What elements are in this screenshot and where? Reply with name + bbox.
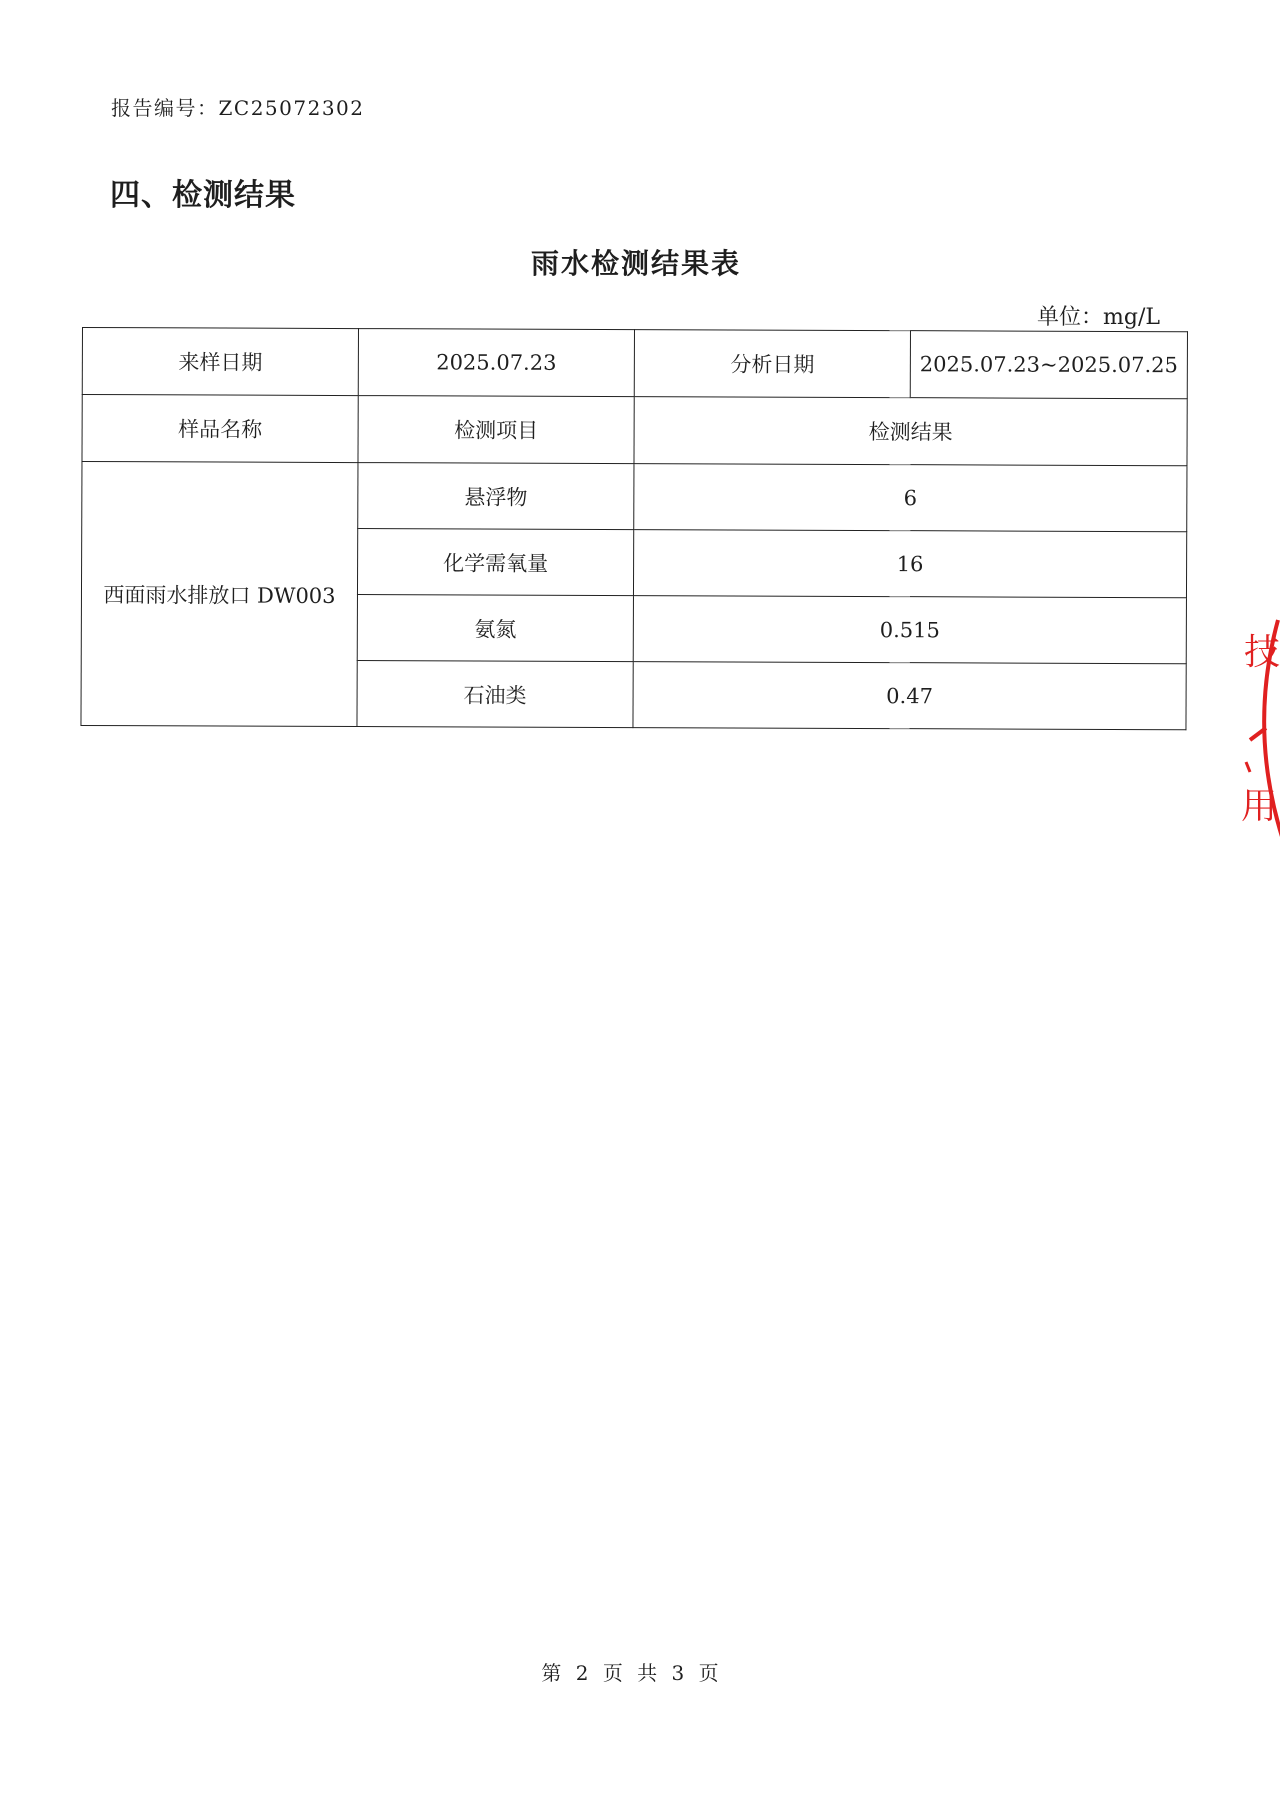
result-cell: 0.47 bbox=[633, 662, 1186, 730]
seal-char-2: 用 bbox=[1241, 786, 1278, 827]
item-cell: 化学需氧量 bbox=[357, 529, 633, 596]
page-footer: 第 2 页 共 3 页 bbox=[541, 1661, 723, 1685]
red-seal-stamp bbox=[1238, 600, 1280, 860]
result-cell: 0.515 bbox=[633, 596, 1186, 664]
table-row-headers bbox=[82, 395, 1187, 466]
sample-name-cell: 西面雨水排放口 DW003 bbox=[81, 462, 358, 727]
sample-name-header: 样品名称 bbox=[82, 395, 358, 463]
unit-label: 单位：mg/L bbox=[1037, 305, 1160, 330]
table-title: 雨水检测结果表 bbox=[530, 247, 741, 280]
sampling-date-label: 来样日期 bbox=[82, 328, 358, 396]
table-row-dates bbox=[82, 328, 1187, 399]
analysis-date-label: 分析日期 bbox=[634, 330, 910, 398]
result-cell: 6 bbox=[634, 464, 1187, 532]
sampling-date-value: 2025.07.23 bbox=[358, 329, 634, 397]
report-number-label: 报告编号： bbox=[111, 96, 219, 120]
report-number-value: ZC25072302 bbox=[218, 96, 365, 120]
results-table bbox=[80, 327, 1188, 730]
item-cell: 石油类 bbox=[357, 661, 633, 728]
report-number bbox=[111, 92, 365, 121]
item-cell: 悬浮物 bbox=[358, 463, 634, 530]
item-header: 检测项目 bbox=[358, 396, 634, 464]
item-cell: 氨氮 bbox=[357, 595, 633, 662]
result-cell: 16 bbox=[633, 530, 1186, 598]
result-header: 检测结果 bbox=[634, 397, 1187, 466]
seal-char-1: 技 bbox=[1244, 632, 1280, 673]
analysis-date-value: 2025.07.23~2025.07.25 bbox=[910, 331, 1187, 399]
section-title: 四、检测结果 bbox=[110, 178, 296, 213]
table-row bbox=[82, 462, 1187, 532]
